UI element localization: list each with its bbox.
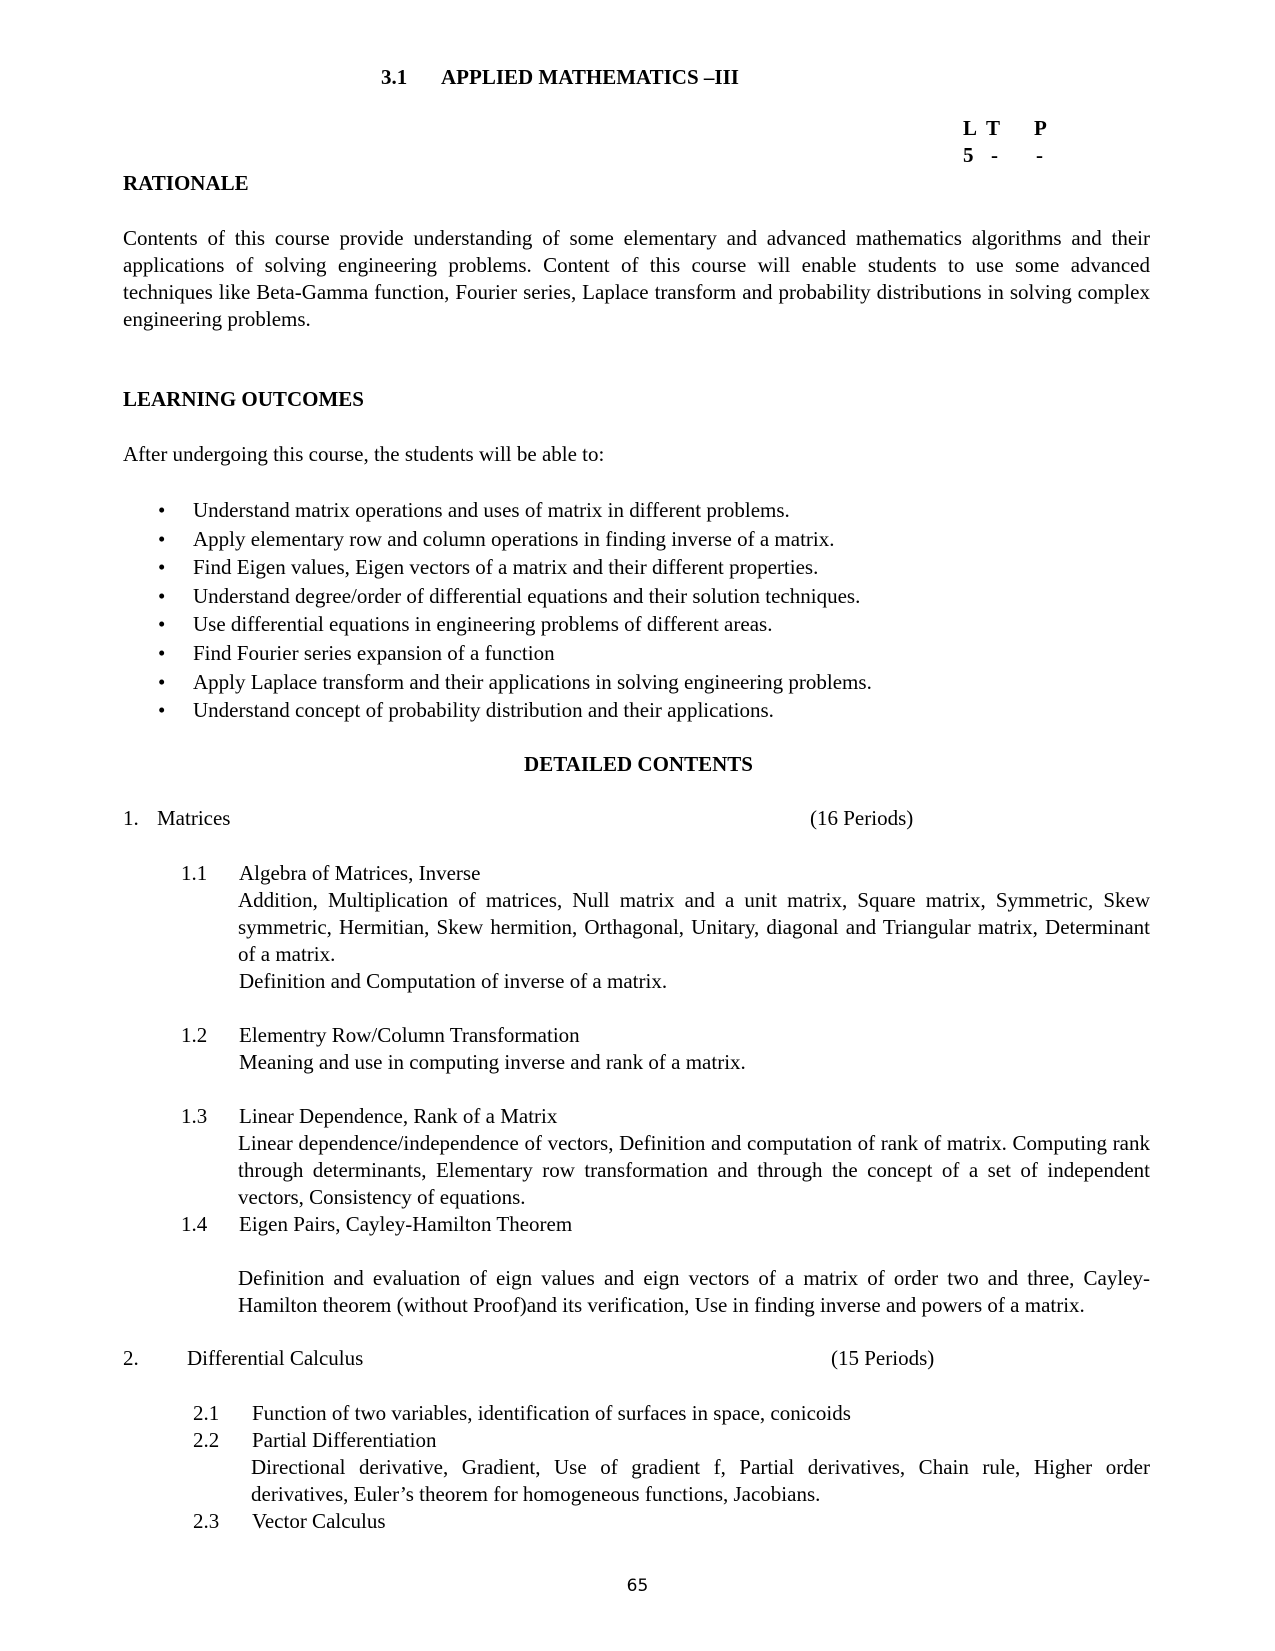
section-2-1-number: 2.1: [193, 1401, 220, 1425]
section-2-1-title: Function of two variables, identification of surfaces in space, conicoids: [252, 1401, 851, 1425]
section-1-1-title: Algebra of Matrices, Inverse: [239, 861, 481, 885]
list-item: [158, 525, 872, 554]
bullet-icon: •: [158, 555, 166, 580]
section-2-2-title: Partial Differentiation: [252, 1428, 437, 1452]
list-item: [158, 496, 872, 525]
list-item: [158, 696, 872, 725]
bullet-icon: •: [158, 640, 166, 665]
section-1-3-title: Linear Dependence, Rank of a Matrix: [239, 1104, 558, 1128]
list-item-text: Understand concept of probability distribution and their applications.: [193, 698, 774, 723]
detailed-contents-heading-text: DETAILED CONTENTS: [524, 752, 753, 776]
list-item-text: Use differential equations in engineering problems of different areas.: [193, 612, 773, 637]
page-title: APPLIED MATHEMATICS –III: [441, 65, 739, 89]
section-1-1-body-2: Definition and Computation of inverse of a matrix.: [239, 969, 668, 993]
title-number: 3.1: [381, 65, 408, 89]
detailed-contents-heading: [0, 751, 1275, 778]
rationale-body: Contents of this course provide understanding of some elementary and advanced mathematics algorithms and their applications of solving engineering problems. Content of this course will enable students to use some advanced techniques like Beta-Gamma function, Fourier series, Laplace transform and probability distributions in solving complex engineering problems.: [123, 226, 1150, 331]
section-1-1-body: Addition, Multiplication of matrices, Null matrix and a unit matrix, Square matrix, Symmetric, Skew symmetric, Hermitian, Skew hermition, Orthagonal, Unitary, diagonal and Triangular matrix, Determinant of a matrix.: [238, 888, 1150, 966]
section-2-2-body: Directional derivative, Gradient, Use of gradient f, Partial derivatives, Chain rule, Higher order derivatives, Euler’s theorem for homogeneous functions, Jacobians.: [251, 1455, 1150, 1506]
list-item-text: Apply Laplace transform and their applications in solving engineering problems.: [193, 669, 872, 694]
unit2-number: 2.: [123, 1346, 139, 1370]
learning-outcomes-list: [158, 496, 872, 725]
unit1-title: Matrices: [157, 806, 231, 830]
section-1-2-number: 1.2: [181, 1023, 208, 1047]
ltp-p-label: P: [1034, 116, 1047, 140]
list-item-text: Understand matrix operations and uses of matrix in different problems.: [193, 498, 790, 522]
list-item-text: Find Fourier series expansion of a function: [193, 640, 555, 665]
learning-outcomes-heading: LEARNING OUTCOMES: [123, 387, 364, 411]
ltp-l-value: 5: [963, 143, 974, 167]
section-1-1-number: 1.1: [181, 861, 208, 885]
bullet-icon: •: [158, 669, 166, 694]
list-item: [158, 639, 872, 668]
section-2-3-number: 2.3: [193, 1509, 220, 1533]
unit2-periods: (15 Periods): [831, 1346, 935, 1370]
section-1-2-title: Elementry Row/Column Transformation: [239, 1023, 580, 1047]
section-1-4-body: Definition and evaluation of eign values and eign vectors of a matrix of order two and three, Cayley-Hamilton theorem (without Proof)and its verification, Use in finding inverse and powers of a matrix.: [238, 1266, 1150, 1317]
unit2-title: Differential Calculus: [187, 1346, 364, 1370]
list-item: [158, 610, 872, 639]
learning-outcomes-intro: After undergoing this course, the students will be able to:: [123, 442, 605, 466]
section-1-4-number: 1.4: [181, 1212, 208, 1236]
section-1-4-title: Eigen Pairs, Cayley-Hamilton Theorem: [239, 1212, 573, 1236]
rationale-heading: RATIONALE: [123, 171, 249, 195]
list-item-text: Apply elementary row and column operations in finding inverse of a matrix.: [193, 526, 835, 551]
section-2-2-number: 2.2: [193, 1428, 220, 1452]
list-item: [158, 582, 872, 611]
bullet-icon: •: [158, 498, 166, 522]
section-1-3-number: 1.3: [181, 1104, 208, 1128]
ltp-t-value: -: [991, 143, 998, 167]
unit1-number: 1.: [123, 806, 139, 830]
bullet-icon: •: [158, 583, 166, 608]
ltp-t-label: T: [986, 116, 1001, 140]
unit1-periods: (16 Periods): [810, 806, 914, 830]
section-1-3-body: Linear dependence/independence of vectors, Definition and computation of rank of matrix. Computing rank through determinants, Elementary row transformation and through the concept of a set of independent vectors, Consistency of equations.: [238, 1131, 1150, 1209]
list-item-text: Understand degree/order of differential equations and their solution techniques.: [193, 583, 861, 608]
list-item: [158, 668, 872, 697]
bullet-icon: •: [158, 612, 166, 637]
section-1-2-body: Meaning and use in computing inverse and rank of a matrix.: [239, 1050, 746, 1074]
ltp-p-value: -: [1036, 143, 1043, 167]
ltp-l-label: L: [963, 116, 978, 140]
bullet-icon: •: [158, 526, 166, 551]
page-number: 65: [626, 1576, 649, 1596]
list-item: [158, 553, 872, 582]
bullet-icon: •: [158, 698, 166, 723]
list-item-text: Find Eigen values, Eigen vectors of a matrix and their different properties.: [193, 555, 819, 580]
section-2-3-title: Vector Calculus: [252, 1509, 386, 1533]
